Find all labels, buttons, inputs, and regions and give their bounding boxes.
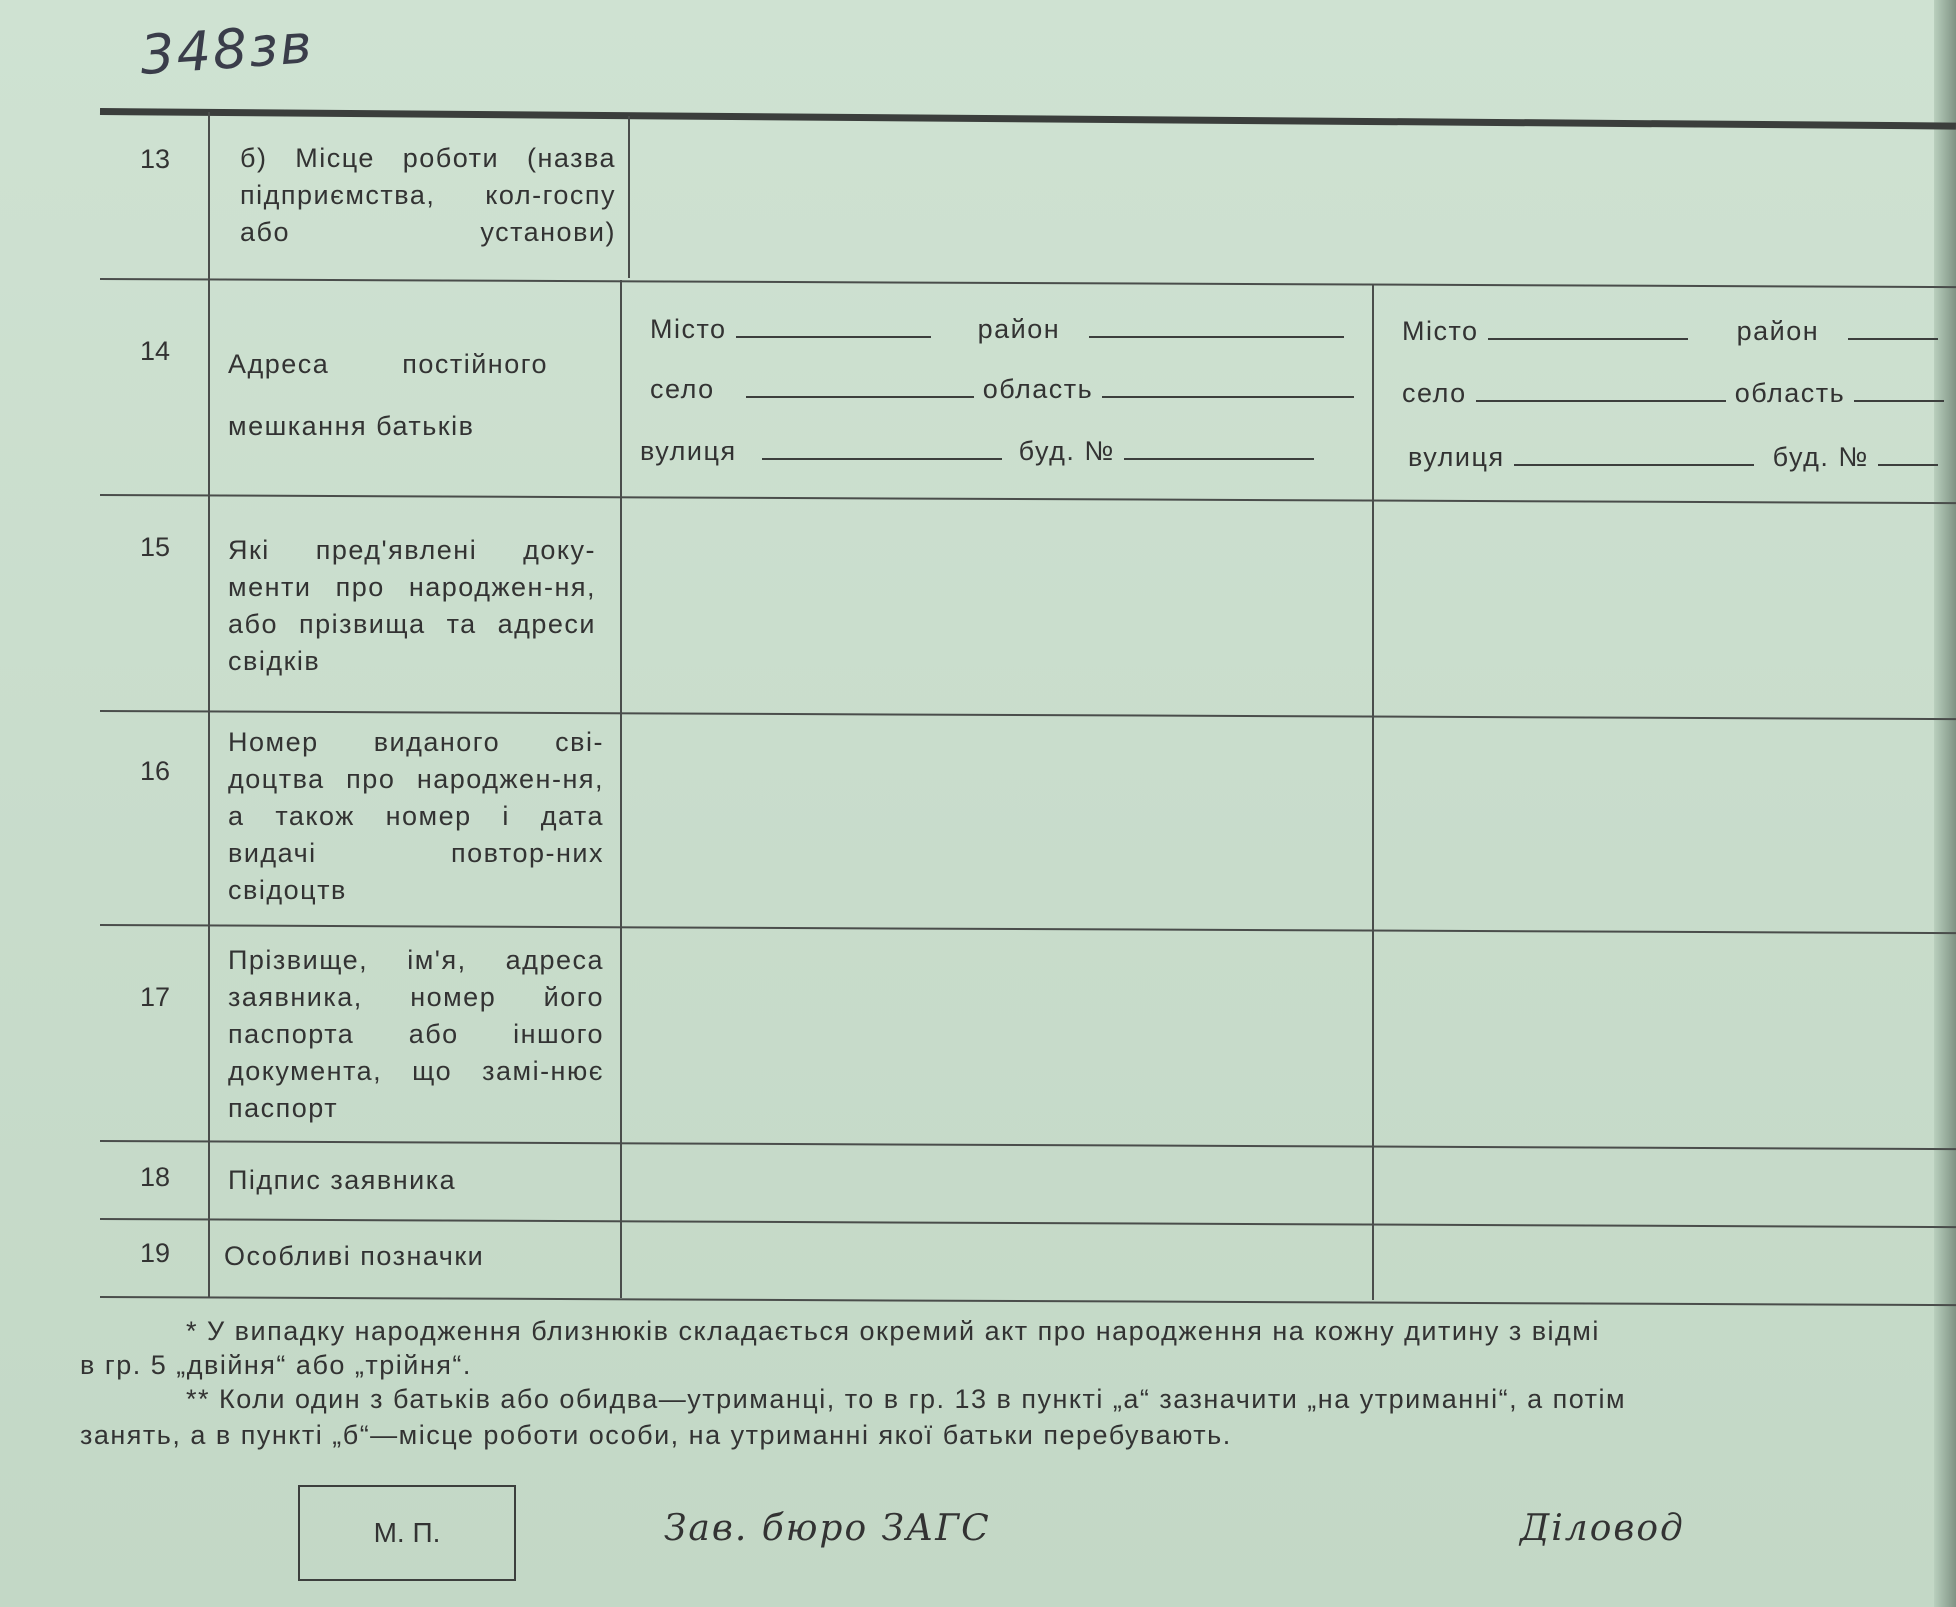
footnote-dependents-line1: ** Коли один з батьків або обидва—утриманці, то в гр. 13 в пункті „а“ зазначити „на утриманні“, а потім xyxy=(186,1384,1627,1414)
footnote-twins-line2: в гр. 5 „двійня“ або „трійня“. xyxy=(80,1350,472,1380)
table-top-border xyxy=(100,108,1956,130)
address-street-line xyxy=(640,432,1314,467)
building-label: буд. № xyxy=(1772,442,1869,472)
seal-label: М. П. xyxy=(373,1517,441,1548)
row-label-14: Адреса постійного мешкання батьків xyxy=(228,349,548,441)
district-label: район xyxy=(977,314,1061,344)
column-divider-number xyxy=(208,112,210,1298)
building-label: буд. № xyxy=(1018,436,1115,466)
street-label: вулиця xyxy=(1408,442,1505,472)
row-divider xyxy=(100,494,1956,504)
archive-number: 348зв xyxy=(138,12,316,87)
region-blank xyxy=(1854,374,1944,402)
district-label: район xyxy=(1736,316,1820,346)
column-divider-label xyxy=(628,116,630,278)
row-number-18: 18 xyxy=(139,1162,171,1192)
footnote-twins-line1: * У випадку народження близнюків складається окремий акт про народження на кожну дитину з відмі xyxy=(186,1316,1600,1346)
row-divider xyxy=(100,924,1956,934)
seal-place-box xyxy=(298,1485,516,1581)
address-village-line xyxy=(650,370,1354,405)
address-village-line-2 xyxy=(1402,374,1944,409)
column-divider-parents xyxy=(1372,284,1374,1300)
region-blank xyxy=(1102,370,1354,398)
village-label: село xyxy=(1402,378,1467,408)
column-divider-label xyxy=(620,280,622,1298)
signature-head-of-registry: Зав. бюро ЗАГС xyxy=(664,1508,991,1549)
address-street-line-2 xyxy=(1408,438,1938,473)
row-divider xyxy=(100,1218,1956,1228)
region-label: область xyxy=(1734,378,1846,408)
district-blank xyxy=(1089,310,1344,338)
village-label: село xyxy=(650,374,715,404)
row-number-13: 13 xyxy=(139,144,171,174)
street-label: вулиця xyxy=(640,436,737,466)
region-label: область xyxy=(982,374,1094,404)
row-label-17: Прізвище, ім'я, адреса заявника, номер його паспорта або іншого документа, що замі-нює паспорт xyxy=(228,945,604,1123)
street-blank xyxy=(762,432,1002,460)
signature-clerk: Діловод xyxy=(1520,1508,1685,1549)
row-divider xyxy=(100,278,1956,288)
footnote-dependents-line2: занять, а в пункті „б“—місце роботи особи, на утриманні якої батьки перебувають. xyxy=(80,1420,1232,1450)
address-city-line-2 xyxy=(1402,312,1938,347)
row-number-19: 19 xyxy=(139,1238,171,1268)
city-label: Місто xyxy=(650,314,727,344)
row-label-16: Номер виданого сві-доцтва про народжен-ня, а також номер і дата видачі повтор-них свідоцтв xyxy=(228,727,604,905)
row-label-15: Які пред'явлені доку-менти про народжен-ня, або прізвища та адреси свідків xyxy=(228,535,596,676)
row-number-17: 17 xyxy=(139,982,171,1012)
row-divider xyxy=(100,1140,1956,1150)
row-divider xyxy=(100,1296,1956,1306)
row-number-14: 14 xyxy=(139,336,171,366)
street-blank xyxy=(1514,438,1754,466)
village-blank xyxy=(1476,374,1726,402)
row-number-15: 15 xyxy=(139,532,171,562)
village-blank xyxy=(746,370,974,398)
address-city-line xyxy=(650,310,1344,345)
building-blank xyxy=(1124,432,1314,460)
city-label: Місто xyxy=(1402,316,1479,346)
row-label-18: Підпис заявника xyxy=(228,1165,457,1195)
row-divider xyxy=(100,710,1956,720)
row-number-16: 16 xyxy=(139,756,171,786)
city-blank xyxy=(736,310,931,338)
row-label-13: б) Місце роботи (назва підприємства, кол-госпу або установи) xyxy=(240,143,616,247)
row-label-19: Особливі позначки xyxy=(224,1241,485,1271)
city-blank xyxy=(1488,312,1688,340)
district-blank xyxy=(1848,312,1938,340)
building-blank xyxy=(1878,438,1938,466)
